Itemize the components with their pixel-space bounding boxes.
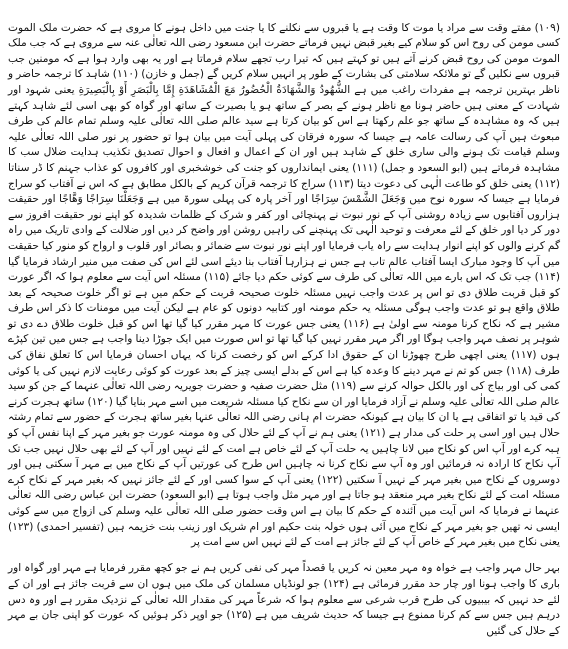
commentary-paragraph-2: بہر حال مہر واجب ہے خواہ وہ مہر معین نہ کریں یا قصداً مہر کی نفی کریں ہم نے جو کچھ مقرر فرمایا ہے مہر اور گواہ اور باری کا واجب ہونا اور چار حد مقرر فرمائی ہے (۱۲۴) جو لونڈیاں مسلمان کی ملک میں ہوں ان سے قربت جائز ہے اور ان کے لئے حد نہیں کہ بیبیوں کی طرح قرب شرعی سے معلوم ہوا کہ شرعاً مہر کی مقدار اللہ تعالٰی کے نزدیک مقرر ہے اور وہ دس درہم ہیں جس سے کم کرنا ممنوع ہے جیسا کہ حدیث شریف میں ہے (۱۲۵) جو اوپر ذکر ہوئیں کہ عورت کو اپنی جان بے مہر کے حلال کی گئیں [8, 562, 560, 637]
commentary-text [8, 21, 560, 640]
commentary-paragraph-1: (۱۰۹) مفتے وقت سے مراد یا موت کا وقت ہے یا قبروں سے نکلنے کا یا جنت میں داخل ہونے کا مروی ہے کہ حضرت ملک الموت کسی مومن کی روح اس کو سلام کیے بغیر قبض نہیں فرماتے حضرت ابن مسعود رضی اللہ تعالٰی عنہ سے مروی ہے کہ جب ملک الموت مومن کی روح قبض کرنے آتے ہیں تو کہتے ہیں کہ تیرا رب تجھے سلام فرماتا ہے اور یہ بھی وارد ہوا ہے کہ مومنین جب قبروں سے نکلیں گے تو ملائکہ سلامتی کی بشارت کے طور پر انہیں سلام کریں گے (جمل و خازن) (۱۱۰) شاہد کا ترجمہ حاضر و ناظر بہترین ترجمہ ہے مفردات راغب میں ہے الشُّهُودُ وَالشَّهَادَةُ الْحُضُورُ مَعَ الْمُشَاهَدَةِ إِمَّا بِالْبَصَرِ أَوْ بِالْبَصِيرَةِ یعنی شہود اور شہادت کے معنی ہیں حاضر ہونا مع ناظر ہونے کے بصر کے ساتھ ہو یا بصیرت کے ساتھ اور گواہ کو بھی اسی لئے شاہد کہتے ہیں کہ وہ مشاہدہ کے ساتھ جو علم رکھتا ہے اس کو بیان کرتا ہے سید عالم صلی اللہ تعالٰی علیہ وسلم تمام عالم کی طرف مبعوث ہیں آپ کی رسالت عامہ ہے جیسا کہ سورہ فرقان کی پہلی آیت میں بیان ہوا تو حضور پر نور صلی اللہ تعالٰی علیہ وسلم قیامت تک ہونے والی ساری خلق کے شاہد ہیں اور ان کے اعمال و افعال و احوال تصدیق تکذیب ہدایت ضلال سب کا مشاہدہ فرماتے ہیں (ابو السعود و جمل) (۱۱۱) یعنی ایمانداروں کو جنت کی خوشخبری اور کافروں کو عذاب جہنم کا ڈر سناتا (۱۱۲) یعنی خلق کو طاعت الٰہی کی دعوت دیتا (۱۱۳) سراج کا ترجمہ قرآن کریم کے بالکل مطابق ہے کہ اس نے آفتاب کو سراج فرمایا ہے جیسا کہ سورہ نوح میں وَجَعَلَ الشَّمْسَ سِرَاجًا اور آخر پارہ کی پہلی سورۃ میں ہے وَجَعَلْنَا سِرَاجًا وَهَّاجًا اور حقیقت ہزاروں آفتابوں سے زیادہ روشنی آپ کے نور نبوت نے پہنچائی اور کفر و شرک کے ظلمات شدیدہ کو اپنے نور حقیقت افروز سے دور کر دیا اور خلق کے لئے معرفت و توحید الٰہی تک پہنچنے کی راہیں روشن اور واضح کر دیں اور ضلالت کے وادی تاریک میں راہ گم کرنے والوں کو اپنے انوار ہدایت سے راہ یاب فرمایا اور اپنے نور نبوت سے ضمائر و بصائر اور قلوب و ارواح کو منور کیا حقیقت میں آپ کا وجود مبارک ایسا آفتاب عالم تاب ہے جس نے ہزارہا آفتاب بنا دیئے اسی لئے اس کی صفت میں منیر ارشاد فرمایا گیا (۱۱۴) جب تک کہ اس بارے میں اللہ تعالٰی کی طرف سے کوئی حکم دیا جائے (۱۱۵) مسئلہ اس آیت سے معلوم ہوا کہ اگر عورت کو قبل قربت طلاق دی تو اس پر عدت واجب نہیں مسئلہ خلوت صحیحہ قربت کے حکم میں ہے تو اگر خلوت صحیحہ کے بعد طلاق واقع ہو تو عدت واجب ہوگی مسئلہ یہ حکم مومنہ اور کتابیہ دونوں کو عام ہے لیکن آیت میں مومنات کا ذکر اس طرف مشیر ہے کہ نکاح کرنا مومنہ سے اولیٰ ہے (۱۱۶) یعنی جس عورت کا مہر مقرر کیا گیا تھا اس کو قبل خلوت طلاق دے دی تو شوہر پر نصف مہر واجب ہوگا اور اگر مہر مقرر نہیں کیا گیا تھا تو اس صورت میں ایک جوڑا دینا واجب ہے جس میں تین کپڑے ہوں (۱۱۷) یعنی اچھی طرح چھوڑنا ان کے حقوق ادا کرکے اس کو رخصت کرنا کہ یہاں احسان فرمایا اس کا تعلق نفاق کی طرف (۱۱۸) جس کو تم نے مہر دینے کا وعدہ کیا ہے اس کے بدلے ایسی چیز کے بعد عورت کو کوئی رعایت لازم نہیں کی یا کوئی کمی کی اور بیاج کی اور بالکل حوالہ کرنے سے (۱۱۹) مثل حضرت صفیہ و حضرت جویریہ رضی اللہ تعالٰی عنہما کے جن کو سید عالم صلی اللہ تعالٰی علیہ وسلم نے آزاد فرمایا اور ان سے نکاح کیا مسئلہ شریعت میں اسے مہر بنایا گیا (۱۲۰) ساتھ ہجرت کرنے کی قید یا تو اتفاقی ہے یا ان کا بیان ہے کیونکہ حضرت ام ہانی رضی اللہ تعالٰی عنہا بغیر ساتھ ہجرت کے حضور سے تمام رشتہ حلال ہیں اور اسی پر حلت کی مدار ہے (۱۲۱) یعنی ہم نے آپ کے لئے حلال کی وہ مومنہ عورت جو بغیر مہر کے اپنا نفس آپ کو ہبہ کرے اور آپ اس کو نکاح میں لانا چاہیں یہ حلت آپ کے لئے خاص ہے امت کے لئے نہیں اور آپ کے لئے بھی حلال نہیں جب تک آپ نکاح کا ارادہ نہ فرمائیں اور وہ آپ سے نکاح کرنا نہ چاہیں اس طرح کی عورتیں آپ کے نکاح میں بے مہر آ سکتی ہیں اور دوسروں کے نکاح میں بغیر مہر کے نہیں آ سکتیں (۱۲۲) یعنی آپ کے سوا کسی اور کے لئے جائز نہیں کہ بغیر مہر کے نکاح کرے مسئلہ امت کے لئے نکاح بغیر مہر منعقد ہو جاتا ہے اور مہر مثل واجب ہوتا ہے (ابو السعود) حضرت ابن عباس رضی اللہ تعالٰی عنہما نے فرمایا کہ اس آیت میں آئندہ کے حکم کا بیان ہے اس وقت حضور صلی اللہ تعالٰی علیہ وسلم کی ازواج میں سے کوئی ایسی نہ تھیں جو بغیر مہر کے نکاح میں آئی ہوں خولہ بنت حکیم اور ام شریک اور زینب بنت خزیمہ ہیں (تفسیر احمدی) (۱۲۳) یعنی نکاح میں بغیر مہر کے خاص آپ کے لئے جائز ہے امت کے لئے نہیں اس سے امت پر [8, 21, 561, 549]
